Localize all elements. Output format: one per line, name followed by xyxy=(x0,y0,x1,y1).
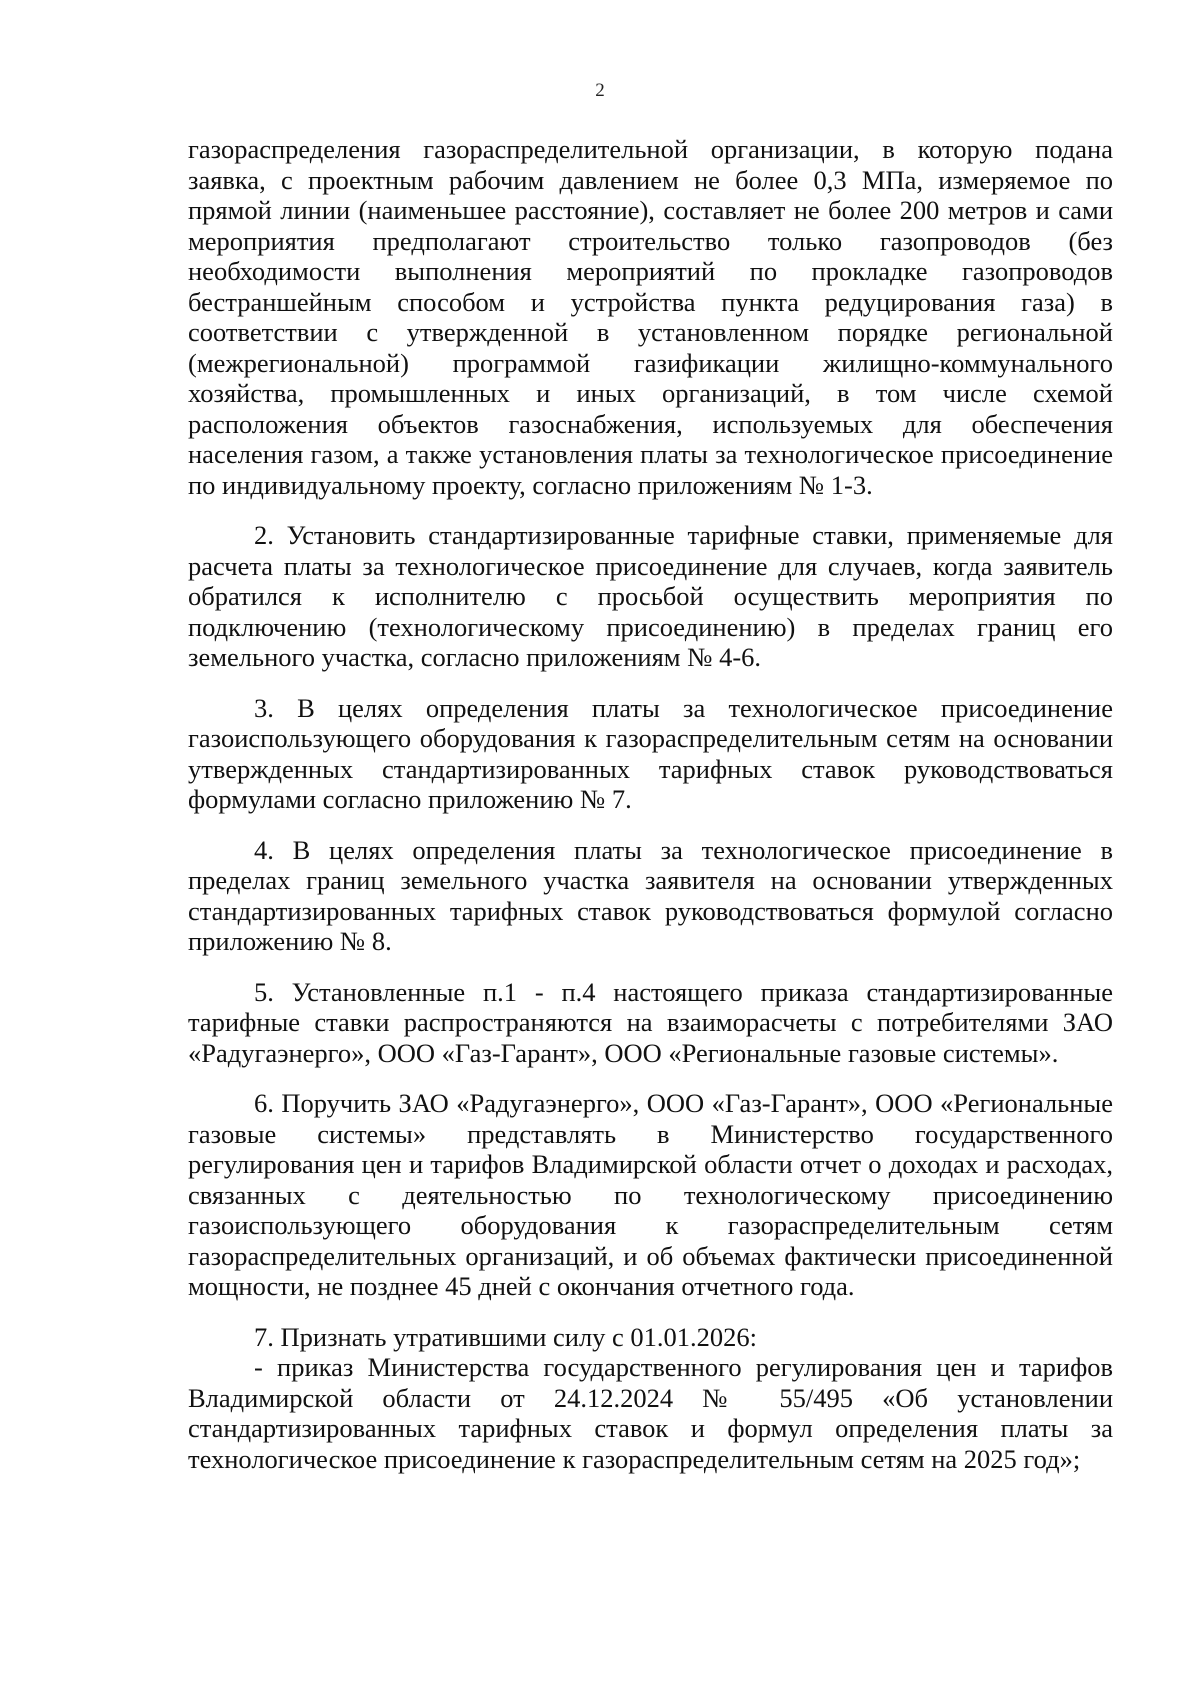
paragraph-6: 6. Поручить ЗАО «Радугаэнерго», ООО «Газ-Гарант», ООО «Региональные газовые системы» представлять в Министерство государственного регулирования цен и тарифов Владимирской области отчет о доходах и расходах, связанных с деятельностью по технологическому присоединению газоиспользующего оборудования к газораспределительным сетям газораспределительных организаций, и об объемах фактически присоединенной мощности, не позднее 45 дней с окончания отчетного года. xyxy=(188,1088,1113,1301)
paragraph-2: 2. Установить стандартизированные тарифные ставки, применяемые для расчета платы за технологическое присоединение для случаев, когда заявитель обратился к исполнителю с просьбой осуществить мероприятия по подключению (технологическому присоединению) в пределах границ его земельного участка, согласно приложениям № 4-6. xyxy=(188,520,1113,672)
repealed-order-item: - приказ Министерства государственного регулирования цен и тарифов Владимирской области от 24.12.2024 № 55/495 «Об установлении стандартизированных тарифных ставок и формул определения платы за технологическое присоединение к газораспределительным сетям на 2025 год»; xyxy=(188,1352,1113,1474)
page-number: 2 xyxy=(595,80,605,101)
paragraph-1-continuation: газораспределения газораспределительной организации, в которую подана заявка, с проектным рабочим давлением не более 0,3 МПа, измеряемое по прямой линии (наименьшее расстояние), составляет не более 200 метров и сами мероприятия предполагают строительство только газопроводов (без необходимости выполнения мероприятий по прокладке газопроводов бестраншейным способом и устройства пункта редуцирования газа) в соответствии с утвержденной в установленном порядке региональной (межрегиональной) программой газификации жилищно-коммунального хозяйства, промышленных и иных организаций, в том числе схемой расположения объектов газоснабжения, используемых для обеспечения населения газом, а также установления платы за технологическое присоединение по индивидуальному проекту, согласно приложениям № 1-3. xyxy=(188,134,1113,500)
paragraph-7: 7. Признать утратившими силу с 01.01.2026: xyxy=(254,1321,758,1352)
document-body xyxy=(188,134,1113,1474)
paragraph-3: 3. В целях определения платы за технологическое присоединение газоиспользующего оборудования к газораспределительным сетям на основании утвержденных стандартизированных тарифных ставок руководствоваться формулами согласно приложению № 7. xyxy=(188,692,1113,814)
paragraph-5: 5. Установленные п.1 - п.4 настоящего приказа стандартизированные тарифные ставки распространяются на взаиморасчеты с потребителями ЗАО «Радугаэнерго», ООО «Газ-Гарант», ООО «Региональные газовые системы». xyxy=(188,976,1113,1068)
paragraph-4: 4. В целях определения платы за технологическое присоединение в пределах границ земельного участка заявителя на основании утвержденных стандартизированных тарифных ставок руководствоваться формулой согласно приложению № 8. xyxy=(188,834,1113,956)
